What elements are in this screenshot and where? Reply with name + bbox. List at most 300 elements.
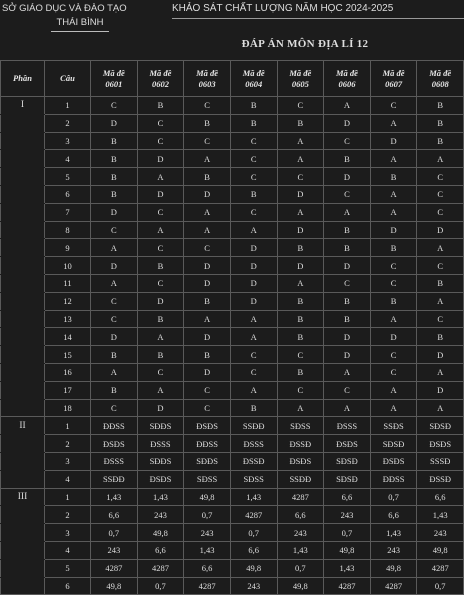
- answer-cell: B: [277, 239, 324, 257]
- answer-cell: D: [184, 257, 231, 275]
- question-number-cell: 5: [45, 168, 91, 186]
- question-number-cell: 4: [45, 541, 91, 559]
- answer-cell: A: [370, 310, 417, 328]
- table-header-row: [1, 61, 464, 97]
- column-header-0604: Mã đề 0604: [230, 61, 277, 97]
- question-number-cell: 3: [45, 524, 91, 542]
- answer-cell: 1,43: [230, 488, 277, 506]
- answer-cell: A: [417, 292, 464, 310]
- answer-cell: B: [184, 292, 231, 310]
- phan-cell: [1, 541, 45, 559]
- answer-cell: 0,7: [417, 577, 464, 595]
- phan-cell: [1, 559, 45, 577]
- question-number-cell: 16: [45, 363, 91, 381]
- answer-cell: A: [324, 97, 371, 115]
- column-header-0606: Mã đề 0606: [324, 61, 371, 97]
- column-header-0608: Mã đề 0608: [417, 61, 464, 97]
- phan-cell: [1, 114, 45, 132]
- table-row: [1, 257, 464, 275]
- answer-cell: C: [137, 363, 184, 381]
- answer-cell: 4287: [230, 506, 277, 524]
- answer-cell: 0,7: [137, 577, 184, 595]
- answer-cell: D: [370, 132, 417, 150]
- table-row: [1, 97, 464, 115]
- answer-cell: B: [277, 328, 324, 346]
- answer-cell: ĐSSS: [324, 417, 371, 435]
- answer-cell: SĐSĐ: [370, 435, 417, 453]
- table-row: [1, 417, 464, 435]
- answer-cell: C: [137, 114, 184, 132]
- answer-cell: 243: [370, 541, 417, 559]
- answer-cell: B: [184, 346, 231, 364]
- answer-cell: D: [184, 328, 231, 346]
- answer-cell: C: [137, 203, 184, 221]
- answer-cell: SĐSĐ: [324, 470, 371, 488]
- answer-cell: B: [417, 132, 464, 150]
- column-header-0605: Mã đề 0605: [277, 61, 324, 97]
- answer-cell: C: [184, 399, 231, 417]
- answer-cell: A: [230, 381, 277, 399]
- answer-cell: 0,7: [184, 506, 231, 524]
- answer-cell: B: [370, 168, 417, 186]
- answer-cell: C: [324, 381, 371, 399]
- answer-cell: D: [370, 221, 417, 239]
- column-header-0607: Mã đề 0607: [370, 61, 417, 97]
- answer-cell: A: [91, 363, 138, 381]
- phan-cell: [1, 577, 45, 595]
- answer-cell: A: [324, 363, 371, 381]
- answer-cell: B: [230, 97, 277, 115]
- answer-cell: A: [91, 274, 138, 292]
- answer-cell: C: [417, 168, 464, 186]
- answer-cell: 49,8: [324, 541, 371, 559]
- phan-cell: [1, 399, 45, 417]
- answer-cell: D: [277, 185, 324, 203]
- answer-cell: A: [324, 399, 371, 417]
- answer-cell: C: [230, 363, 277, 381]
- answer-cell: SSĐĐ: [230, 417, 277, 435]
- answer-cell: C: [91, 310, 138, 328]
- answer-cell: A: [230, 328, 277, 346]
- answer-cell: C: [137, 239, 184, 257]
- table-row: [1, 435, 464, 453]
- answer-cell: B: [277, 292, 324, 310]
- answer-cell: C: [324, 132, 371, 150]
- answer-cell: B: [324, 310, 371, 328]
- page-title: ĐÁP ÁN MÔN ĐỊA LÍ 12: [241, 38, 369, 50]
- answer-cell: A: [417, 150, 464, 168]
- answer-cell: A: [370, 150, 417, 168]
- answer-cell: B: [91, 168, 138, 186]
- answer-cell: A: [417, 239, 464, 257]
- phan-cell: [1, 346, 45, 364]
- answer-cell: C: [417, 203, 464, 221]
- answer-cell: 4287: [324, 577, 371, 595]
- question-number-cell: 11: [45, 274, 91, 292]
- table-row: [1, 221, 464, 239]
- question-number-cell: 8: [45, 221, 91, 239]
- question-number-cell: 1: [45, 97, 91, 115]
- answer-cell: C: [230, 203, 277, 221]
- answer-cell: D: [417, 381, 464, 399]
- answer-cell: B: [137, 310, 184, 328]
- answer-cell: C: [370, 363, 417, 381]
- answer-cell: D: [91, 203, 138, 221]
- answer-cell: 6,6: [417, 488, 464, 506]
- answer-cell: B: [184, 114, 231, 132]
- phan-cell: [1, 132, 45, 150]
- answer-cell: 6,6: [230, 541, 277, 559]
- answer-cell: C: [137, 132, 184, 150]
- answer-cell: A: [184, 310, 231, 328]
- answer-cell: B: [324, 150, 371, 168]
- answer-cell: C: [137, 274, 184, 292]
- answer-cell: A: [277, 150, 324, 168]
- answer-cell: D: [417, 221, 464, 239]
- answer-cell: B: [324, 221, 371, 239]
- question-number-cell: 5: [45, 559, 91, 577]
- phan-cell: [1, 274, 45, 292]
- answer-cell: D: [370, 328, 417, 346]
- table-row: [1, 114, 464, 132]
- answer-cell: ĐSĐS: [370, 452, 417, 470]
- answer-cell: C: [277, 97, 324, 115]
- answer-cell: 4287: [370, 577, 417, 595]
- question-number-cell: 14: [45, 328, 91, 346]
- answer-cell: 4287: [184, 577, 231, 595]
- answer-cell: SĐSĐ: [324, 452, 371, 470]
- answer-cell: C: [184, 97, 231, 115]
- answer-cell: D: [137, 150, 184, 168]
- table-row: [1, 488, 464, 506]
- answer-cell: 1,43: [137, 488, 184, 506]
- answer-cell: ĐSSS: [91, 452, 138, 470]
- answer-cell: C: [91, 97, 138, 115]
- answer-cell: 6,6: [277, 506, 324, 524]
- answer-cell: 1,43: [91, 488, 138, 506]
- table-row: [1, 381, 464, 399]
- table-row: [1, 524, 464, 542]
- answer-cell: B: [230, 114, 277, 132]
- answer-cell: A: [417, 363, 464, 381]
- answer-cell: 1,43: [324, 559, 371, 577]
- phan-cell: III: [1, 488, 45, 506]
- table-row: [1, 292, 464, 310]
- answer-cell: B: [277, 310, 324, 328]
- answer-cell: 4287: [137, 559, 184, 577]
- column-header-0601: Mã đề 0601: [91, 61, 138, 97]
- phan-cell: [1, 435, 45, 453]
- answer-cell: A: [137, 381, 184, 399]
- answer-cell: B: [277, 114, 324, 132]
- question-number-cell: 6: [45, 185, 91, 203]
- phan-cell: [1, 363, 45, 381]
- answer-cell: 1,43: [370, 524, 417, 542]
- answer-cell: 49,8: [137, 524, 184, 542]
- answer-cell: ĐSĐS: [417, 435, 464, 453]
- table-row: [1, 328, 464, 346]
- answer-cell: D: [324, 168, 371, 186]
- answer-cell: B: [277, 363, 324, 381]
- answer-cell: 6,6: [370, 506, 417, 524]
- answer-cell: ĐSĐS: [324, 435, 371, 453]
- answer-cell: C: [230, 150, 277, 168]
- answer-cell: A: [137, 221, 184, 239]
- answer-cell: SĐĐS: [137, 452, 184, 470]
- question-number-cell: 4: [45, 470, 91, 488]
- question-number-cell: 3: [45, 452, 91, 470]
- answer-cell: A: [324, 203, 371, 221]
- answer-cell: B: [370, 239, 417, 257]
- answer-cell: B: [324, 292, 371, 310]
- answer-cell: B: [137, 97, 184, 115]
- answer-cell: D: [91, 114, 138, 132]
- answer-cell: C: [277, 346, 324, 364]
- answer-cell: C: [370, 97, 417, 115]
- table-row: [1, 185, 464, 203]
- answer-cell: C: [184, 381, 231, 399]
- answer-cell: 49,8: [91, 577, 138, 595]
- column-header-cau: Câu: [45, 61, 91, 97]
- province-name: THÁI BÌNH: [51, 16, 110, 32]
- answer-cell: ĐSSĐ: [230, 452, 277, 470]
- answer-cell: 6,6: [184, 559, 231, 577]
- answer-cell: B: [91, 132, 138, 150]
- answer-cell: D: [184, 363, 231, 381]
- answer-cell: 243: [277, 524, 324, 542]
- phan-cell: [1, 239, 45, 257]
- answer-cell: D: [324, 346, 371, 364]
- phan-cell: [1, 470, 45, 488]
- answer-cell: D: [137, 399, 184, 417]
- answer-key-table: [0, 60, 464, 595]
- answer-cell: D: [91, 257, 138, 275]
- answer-cell: C: [370, 257, 417, 275]
- answer-cell: B: [417, 328, 464, 346]
- answer-cell: D: [230, 239, 277, 257]
- answer-cell: C: [184, 239, 231, 257]
- answer-cell: 1,43: [184, 541, 231, 559]
- answer-cell: D: [417, 346, 464, 364]
- table-row: [1, 274, 464, 292]
- answer-cell: B: [370, 292, 417, 310]
- answer-cell: 1,43: [417, 506, 464, 524]
- answer-cell: ĐSĐS: [184, 417, 231, 435]
- question-number-cell: 2: [45, 114, 91, 132]
- table-row: [1, 239, 464, 257]
- table-row: [1, 310, 464, 328]
- answer-cell: 4287: [91, 559, 138, 577]
- phan-cell: [1, 168, 45, 186]
- answer-cell: 6,6: [137, 541, 184, 559]
- answer-cell: B: [230, 185, 277, 203]
- question-number-cell: 10: [45, 257, 91, 275]
- answer-cell: ĐSSĐ: [277, 435, 324, 453]
- answer-cell: SĐSĐ: [417, 417, 464, 435]
- question-number-cell: 13: [45, 310, 91, 328]
- answer-cell: 0,7: [324, 524, 371, 542]
- phan-cell: [1, 310, 45, 328]
- answer-cell: 49,8: [277, 577, 324, 595]
- table-row: [1, 470, 464, 488]
- answer-cell: C: [230, 132, 277, 150]
- answer-cell: B: [137, 346, 184, 364]
- answer-cell: A: [91, 239, 138, 257]
- answer-cell: 243: [91, 541, 138, 559]
- answer-cell: D: [137, 185, 184, 203]
- answer-cell: 0,7: [370, 488, 417, 506]
- table-row: [1, 203, 464, 221]
- answer-cell: D: [91, 328, 138, 346]
- answer-cell: SSSĐ: [417, 452, 464, 470]
- answer-cell: SĐĐS: [137, 417, 184, 435]
- exam-title: KHẢO SÁT CHẤT LƯỢNG NĂM HỌC 2024-2025: [172, 2, 464, 19]
- question-number-cell: 18: [45, 399, 91, 417]
- answer-cell: 49,8: [230, 559, 277, 577]
- answer-cell: A: [137, 328, 184, 346]
- answer-cell: A: [370, 399, 417, 417]
- answer-cell: C: [91, 399, 138, 417]
- table-row: [1, 506, 464, 524]
- question-number-cell: 1: [45, 488, 91, 506]
- answer-cell: D: [230, 292, 277, 310]
- answer-cell: B: [184, 168, 231, 186]
- phan-cell: [1, 185, 45, 203]
- answer-cell: C: [417, 257, 464, 275]
- answer-cell: SSĐĐ: [277, 470, 324, 488]
- phan-cell: I: [1, 97, 45, 115]
- phan-cell: [1, 328, 45, 346]
- table-row: [1, 346, 464, 364]
- answer-cell: B: [324, 239, 371, 257]
- answer-cell: ĐSĐS: [137, 470, 184, 488]
- answer-cell: D: [230, 274, 277, 292]
- answer-cell: C: [277, 381, 324, 399]
- answer-cell: B: [230, 399, 277, 417]
- phan-cell: [1, 506, 45, 524]
- table-row: [1, 577, 464, 595]
- answer-cell: C: [324, 185, 371, 203]
- answer-cell: B: [91, 185, 138, 203]
- answer-cell: D: [277, 257, 324, 275]
- answer-cell: D: [230, 257, 277, 275]
- school-header: [0, 2, 160, 32]
- phan-cell: [1, 203, 45, 221]
- answer-cell: C: [277, 168, 324, 186]
- answer-cell: ĐSSS: [137, 435, 184, 453]
- answer-cell: A: [277, 399, 324, 417]
- answer-cell: ĐĐSS: [91, 417, 138, 435]
- answer-cell: A: [370, 114, 417, 132]
- answer-cell: B: [91, 346, 138, 364]
- answer-cell: A: [230, 310, 277, 328]
- answer-cell: C: [324, 274, 371, 292]
- question-number-cell: 12: [45, 292, 91, 310]
- answer-cell: C: [91, 221, 138, 239]
- answer-cell: A: [277, 132, 324, 150]
- table-row: [1, 452, 464, 470]
- answer-cell: A: [137, 168, 184, 186]
- answer-cell: 0,7: [230, 524, 277, 542]
- answer-cell: C: [184, 132, 231, 150]
- answer-cell: 6,6: [91, 506, 138, 524]
- phan-cell: [1, 452, 45, 470]
- answer-cell: B: [417, 114, 464, 132]
- question-number-cell: 1: [45, 417, 91, 435]
- answer-cell: A: [370, 185, 417, 203]
- answer-cell: A: [277, 274, 324, 292]
- phan-cell: [1, 221, 45, 239]
- answer-cell: B: [91, 381, 138, 399]
- phan-cell: [1, 257, 45, 275]
- table-row: [1, 559, 464, 577]
- department-name: SỞ GIÁO DỤC VÀ ĐÀO TẠO: [2, 3, 127, 14]
- answer-cell: 49,8: [417, 541, 464, 559]
- answer-cell: A: [230, 221, 277, 239]
- question-number-cell: 2: [45, 435, 91, 453]
- answer-cell: SSĐS: [370, 417, 417, 435]
- answer-cell: D: [277, 221, 324, 239]
- answer-cell: 243: [324, 506, 371, 524]
- phan-cell: [1, 292, 45, 310]
- answer-cell: SĐĐS: [184, 452, 231, 470]
- answer-cell: A: [370, 381, 417, 399]
- answer-cell: A: [184, 203, 231, 221]
- answer-cell: ĐĐSS: [184, 435, 231, 453]
- answer-cell: D: [324, 328, 371, 346]
- answer-cell: 4287: [277, 488, 324, 506]
- table-body: [1, 97, 464, 595]
- phan-cell: [1, 150, 45, 168]
- table-row: [1, 168, 464, 186]
- answer-cell: 0,7: [277, 559, 324, 577]
- answer-cell: C: [370, 346, 417, 364]
- answer-cell: D: [184, 185, 231, 203]
- answer-cell: SĐSS: [230, 470, 277, 488]
- answer-cell: 243: [137, 506, 184, 524]
- table-row: [1, 132, 464, 150]
- answer-cell: 49,8: [370, 559, 417, 577]
- answer-cell: C: [417, 310, 464, 328]
- answer-cell: 243: [230, 577, 277, 595]
- answer-cell: B: [417, 274, 464, 292]
- question-number-cell: 17: [45, 381, 91, 399]
- question-number-cell: 4: [45, 150, 91, 168]
- answer-cell: A: [184, 150, 231, 168]
- table-row: [1, 363, 464, 381]
- question-number-cell: 6: [45, 577, 91, 595]
- question-number-cell: 2: [45, 506, 91, 524]
- answer-cell: A: [184, 221, 231, 239]
- answer-cell: 243: [417, 524, 464, 542]
- answer-cell: 49,8: [184, 488, 231, 506]
- answer-cell: D: [324, 257, 371, 275]
- phan-cell: II: [1, 417, 45, 435]
- table-row: [1, 399, 464, 417]
- answer-cell: SSĐĐ: [91, 470, 138, 488]
- answer-cell: 1,43: [277, 541, 324, 559]
- answer-cell: ĐSĐS: [277, 452, 324, 470]
- answer-cell: 243: [184, 524, 231, 542]
- answer-cell: C: [370, 274, 417, 292]
- answer-cell: B: [91, 150, 138, 168]
- phan-cell: [1, 381, 45, 399]
- answer-cell: 6,6: [324, 488, 371, 506]
- table-row: [1, 150, 464, 168]
- answer-cell: D: [324, 114, 371, 132]
- answer-cell: A: [417, 399, 464, 417]
- answer-cell: 4287: [417, 559, 464, 577]
